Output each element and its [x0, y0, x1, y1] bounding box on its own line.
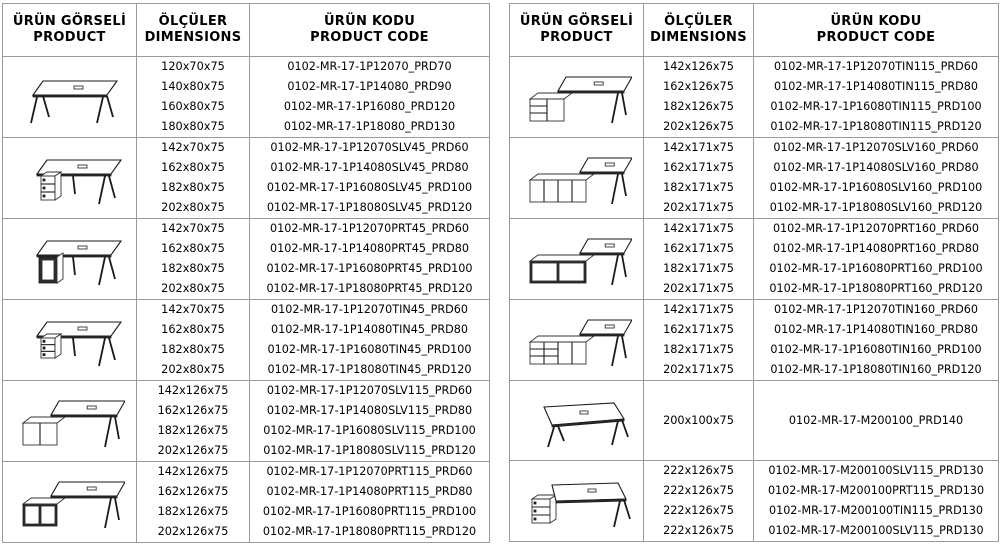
product-code: 0102-MR-17-1P14080_PRD90: [287, 80, 452, 93]
product-row: [510, 461, 999, 542]
product-code: 0102-MR-17-1P16080SLV160_PRD100: [769, 181, 983, 194]
dimension-value: 142x126x75: [157, 465, 229, 478]
dimension-value: 222x126x75: [663, 504, 734, 517]
desk-tin115-icon: [522, 65, 632, 129]
dimension-value: 182x80x75: [161, 181, 225, 194]
dimension-value: 202x126x75: [663, 120, 734, 133]
dimensions-cell: [137, 300, 250, 381]
header-code-tr: ÜRÜN KODU: [323, 14, 416, 29]
header-code: [754, 4, 999, 57]
dimension-value: 182x80x75: [161, 262, 225, 275]
product-image-cell: [510, 219, 644, 300]
dimensions-cell: [137, 219, 250, 300]
product-code: 0102-MR-17-1P12070TIN160_PRD60: [773, 303, 979, 316]
dimensions-cell: [644, 219, 754, 300]
dimension-value: 182x80x75: [161, 343, 225, 356]
desk-prt45-icon: [15, 227, 125, 291]
dimension-value: 182x171x75: [663, 262, 734, 275]
product-code: 0102-MR-17-1P18080SLV45_PRD120: [266, 201, 473, 214]
dimension-value: 182x126x75: [663, 100, 734, 113]
product-code-cell: [250, 57, 490, 138]
desk-slv115-icon: [15, 389, 125, 453]
dimension-value: 162x171x75: [663, 323, 734, 336]
dimension-value: 162x171x75: [663, 161, 734, 174]
header-code-en: PRODUCT CODE: [310, 30, 429, 45]
dimension-value: 142x126x75: [663, 60, 734, 73]
product-code-cell: [250, 462, 490, 543]
desk-tin45-icon: [15, 308, 125, 372]
product-code: 0102-MR-17-1P12070PRT45_PRD60: [270, 222, 469, 235]
header-dims: [137, 4, 250, 57]
product-image-cell: [3, 462, 137, 543]
header-dims: [644, 4, 754, 57]
product-code: 0102-MR-17-1P18080TIN160_PRD120: [770, 363, 982, 376]
product-code: 0102-MR-17-1P16080_PRD120: [283, 100, 456, 113]
dimensions-cell: [644, 300, 754, 381]
product-code: 0102-MR-17-M200100SLV115_PRD130: [768, 524, 984, 537]
header-image-tr: ÜRÜN GÖRSELİ: [12, 14, 127, 29]
product-code: 0102-MR-17-1P18080PRT45_PRD120: [266, 282, 473, 295]
product-image-cell: [510, 461, 644, 542]
dimension-value: 162x80x75: [161, 161, 225, 174]
dimension-value: 162x80x75: [161, 323, 225, 336]
product-code: 0102-MR-17-1P18080TIN115_PRD120: [770, 120, 982, 133]
dimension-value: 182x126x75: [157, 424, 229, 437]
product-code: 0102-MR-17-1P14080SLV45_PRD80: [270, 161, 469, 174]
product-image-cell: [510, 138, 644, 219]
dimensions-cell: [644, 57, 754, 138]
product-code-cell: [250, 381, 490, 462]
product-row: [510, 300, 999, 381]
dimension-value: 160x80x75: [161, 100, 225, 113]
product-code: 0102-MR-17-M200100_PRD140: [788, 413, 964, 427]
header-image: [510, 4, 644, 57]
desk-prt115-icon: [15, 470, 125, 534]
product-code: 0102-MR-17-1P14080TIN45_PRD80: [271, 323, 468, 336]
dimension-value: 142x171x75: [663, 222, 734, 235]
dimension-value: 142x126x75: [157, 384, 229, 397]
dimension-value: 202x171x75: [663, 363, 734, 376]
product-code: 0102-MR-17-M200100TIN115_PRD130: [768, 504, 984, 517]
product-row: [510, 381, 999, 461]
product-code: 0102-MR-17-1P18080PRT115_PRD120: [262, 525, 477, 538]
product-code: 0102-MR-17-1P12070TIN115_PRD60: [773, 60, 979, 73]
dimension-value: 142x70x75: [161, 303, 225, 316]
header-dims-en: DIMENSIONS: [144, 30, 242, 45]
product-row: [3, 57, 490, 138]
product-code-cell: [754, 219, 999, 300]
product-code-cell: [250, 219, 490, 300]
header-row: [510, 4, 999, 57]
product-image-cell: [3, 381, 137, 462]
product-code: 0102-MR-17-1P12070SLV45_PRD60: [270, 141, 469, 154]
dimension-value: 222x126x75: [663, 524, 734, 537]
product-image-cell: [3, 138, 137, 219]
header-image-tr: ÜRÜN GÖRSELİ: [519, 14, 634, 29]
header-code: [250, 4, 490, 57]
product-code: 0102-MR-17-1P12070PRT115_PRD60: [266, 465, 473, 478]
dimension-value: 222x126x75: [663, 464, 734, 477]
dimension-value: 202x171x75: [663, 282, 734, 295]
product-image-cell: [510, 57, 644, 138]
product-row: [3, 138, 490, 219]
header-code-tr: ÜRÜN KODU: [830, 14, 922, 29]
product-code-cell: [250, 138, 490, 219]
product-code-cell: [754, 57, 999, 138]
product-code-cell: [754, 381, 999, 461]
desk-slv45-icon: [15, 146, 125, 210]
header-image: [3, 4, 137, 57]
product-code: 0102-MR-17-1P16080SLV115_PRD100: [263, 424, 476, 437]
dimensions-cell: [137, 462, 250, 543]
product-code-cell: [754, 461, 999, 542]
header-dims-tr: ÖLÇÜLER: [664, 14, 733, 29]
product-code: 0102-MR-17-1P12070SLV115_PRD60: [266, 384, 473, 397]
product-row: [3, 300, 490, 381]
product-code: 0102-MR-17-1P14080PRT115_PRD80: [266, 485, 473, 498]
product-code: 0102-MR-17-1P14080TIN160_PRD80: [773, 323, 979, 336]
product-code: 0102-MR-17-1P18080SLV160_PRD120: [769, 201, 983, 214]
product-image-cell: [3, 219, 137, 300]
product-code: 0102-MR-17-1P16080PRT160_PRD100: [769, 262, 983, 275]
header-image-en: PRODUCT: [540, 30, 613, 45]
manager-desk-icon: [522, 469, 632, 533]
dimension-value: 162x126x75: [663, 80, 734, 93]
product-code: 0102-MR-17-1P12070SLV160_PRD60: [773, 141, 979, 154]
product-code: 0102-MR-17-1P18080PRT160_PRD120: [769, 282, 983, 295]
dimension-value: 162x171x75: [663, 242, 734, 255]
header-row: [3, 4, 490, 57]
product-code: 0102-MR-17-1P16080PRT45_PRD100: [266, 262, 473, 275]
dimension-value: 142x171x75: [663, 303, 734, 316]
dimension-value: 202x80x75: [161, 282, 225, 295]
dimension-value: 162x80x75: [161, 242, 225, 255]
desk-prt160-icon: [522, 227, 632, 291]
dimension-value: 182x126x75: [157, 505, 229, 518]
product-row: [510, 219, 999, 300]
dimension-value: 182x171x75: [663, 181, 734, 194]
dimensions-cell: [644, 381, 754, 461]
product-code-cell: [754, 138, 999, 219]
header-dims-tr: ÖLÇÜLER: [158, 14, 228, 29]
dimension-value: 202x126x75: [157, 444, 229, 457]
product-code: 0102-MR-17-1P18080TIN45_PRD120: [267, 363, 472, 376]
product-code: 0102-MR-17-1P16080SLV45_PRD100: [266, 181, 473, 194]
product-code-cell: [754, 300, 999, 381]
product-code: 0102-MR-17-1P16080TIN160_PRD100: [770, 343, 982, 356]
header-dims-en: DIMENSIONS: [650, 30, 747, 45]
meeting-table-icon: [522, 389, 632, 453]
product-row: [510, 138, 999, 219]
dimensions-cell: [644, 461, 754, 542]
product-row: [3, 219, 490, 300]
dimensions-cell: [137, 57, 250, 138]
desk-plain-icon: [15, 65, 125, 129]
dimension-value: 182x171x75: [663, 343, 734, 356]
dimension-value: 162x126x75: [157, 404, 229, 417]
product-code: 0102-MR-17-1P18080_PRD130: [283, 120, 456, 133]
dimension-value: 202x80x75: [161, 201, 225, 214]
dimensions-cell: [644, 138, 754, 219]
catalog-table-right: [509, 3, 999, 542]
product-code: 0102-MR-17-1P14080TIN115_PRD80: [773, 80, 979, 93]
dimension-value: 120x70x75: [161, 60, 225, 73]
dimension-value: 202x126x75: [157, 525, 229, 538]
product-row: [3, 381, 490, 462]
dimension-value: 142x70x75: [161, 141, 225, 154]
product-code: 0102-MR-17-M200100SLV115_PRD130: [768, 464, 984, 477]
dimension-value: 180x80x75: [161, 120, 225, 133]
product-code: 0102-MR-17-1P14080SLV115_PRD80: [266, 404, 473, 417]
product-code: 0102-MR-17-1P12070PRT160_PRD60: [772, 222, 980, 235]
dimension-value: 140x80x75: [161, 80, 225, 93]
product-code-cell: [250, 300, 490, 381]
product-code: 0102-MR-17-1P16080PRT115_PRD100: [262, 505, 477, 518]
product-code: 0102-MR-17-1P16080TIN45_PRD100: [267, 343, 472, 356]
product-image-cell: [3, 300, 137, 381]
dimension-value: 142x171x75: [663, 141, 734, 154]
product-code: 0102-MR-17-1P12070_PRD70: [287, 60, 452, 73]
product-code: 0102-MR-17-1P16080TIN115_PRD100: [770, 100, 982, 113]
dimension-value: 202x171x75: [663, 201, 734, 214]
product-image-cell: [3, 57, 137, 138]
product-code: 0102-MR-17-M200100PRT115_PRD130: [767, 484, 985, 497]
dimension-value: 202x80x75: [161, 363, 225, 376]
product-code: 0102-MR-17-1P14080SLV160_PRD80: [773, 161, 979, 174]
dimension-value: 162x126x75: [157, 485, 229, 498]
product-code: 0102-MR-17-1P12070TIN45_PRD60: [271, 303, 468, 316]
dimension-value: 200x100x75: [663, 413, 734, 427]
header-image-en: PRODUCT: [33, 30, 106, 45]
product-image-cell: [510, 381, 644, 461]
dimensions-cell: [137, 381, 250, 462]
product-code: 0102-MR-17-1P14080PRT160_PRD80: [772, 242, 980, 255]
header-code-en: PRODUCT CODE: [816, 30, 936, 45]
product-code: 0102-MR-17-1P14080PRT45_PRD80: [270, 242, 469, 255]
catalog-table-left: [2, 3, 490, 543]
product-row: [3, 462, 490, 543]
product-image-cell: [510, 300, 644, 381]
dimension-value: 142x70x75: [161, 222, 225, 235]
product-code: 0102-MR-17-1P18080SLV115_PRD120: [263, 444, 476, 457]
product-row: [510, 57, 999, 138]
desk-tin160-icon: [522, 308, 632, 372]
dimension-value: 222x126x75: [663, 484, 734, 497]
dimensions-cell: [137, 138, 250, 219]
desk-slv160-icon: [522, 146, 632, 210]
